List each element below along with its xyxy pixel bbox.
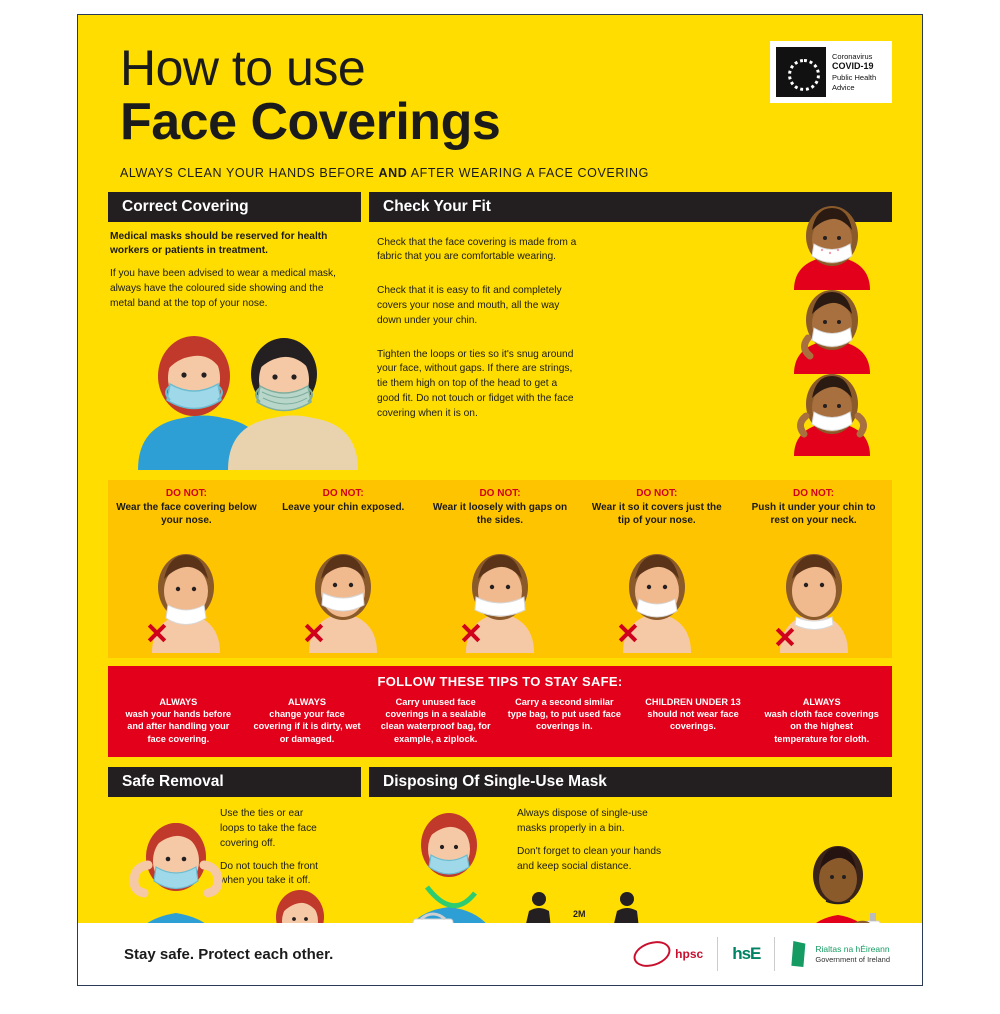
correct-covering-body (108, 222, 361, 312)
tip-caption: CHILDREN UNDER 13 (645, 696, 741, 707)
footer-logos (633, 937, 890, 971)
do-not-text: Wear it so it covers just the tip of your nose. (591, 501, 722, 526)
do-not-item (578, 488, 735, 658)
page-title-line2: Face Coverings (120, 93, 501, 151)
tip-item (114, 696, 243, 746)
illustration-check-fit (772, 198, 892, 463)
subtitle-pre: ALWAYS CLEAN YOUR HANDS BEFORE (120, 165, 379, 180)
tips-title: FOLLOW THESE TIPS TO STAY SAFE: (377, 673, 623, 689)
tip-text: Carry unused face coverings in a sealable clean waterproof bag, for example, a ziplock. (380, 696, 491, 744)
tip-caption: ALWAYS (802, 696, 841, 707)
poster-header (78, 15, 922, 180)
section-correct-covering (108, 192, 361, 470)
page-title-line1: How to use (120, 40, 366, 96)
safe-removal-heading: Safe Removal (108, 767, 361, 797)
tip-text: Carry a second similar type bag, to put used face coverings in. (507, 696, 622, 732)
tip-text: wash cloth face coverings on the highest temperature for cloth. (764, 708, 879, 744)
tip-item (371, 696, 500, 746)
subtitle-bold: AND (378, 165, 408, 180)
tip-text: should not wear face coverings. (647, 708, 739, 732)
do-not-label: DO NOT: (165, 487, 207, 499)
do-not-illustration-4 (607, 541, 707, 653)
do-not-label: DO NOT: (636, 487, 678, 499)
correct-covering-heading: Correct Covering (108, 192, 361, 222)
illustration-two-people-masked (108, 320, 361, 470)
coronavirus-icon (776, 47, 826, 97)
government-logo-text (815, 944, 890, 965)
safe-removal-p2: Do not touch the front when you take it off. (220, 860, 318, 887)
disposing-heading: Disposing Of Single-Use Mask (369, 767, 892, 797)
disposing-p2: Don't forget to clean your hands and keep social distance. (517, 845, 662, 872)
do-not-text: Wear the face covering below your nose. (116, 501, 257, 526)
correct-covering-p2: If you have been advised to wear a medical mask, always have the coloured side showing and the metal band at the top of your nose. (110, 268, 336, 309)
do-not-item (735, 488, 892, 658)
badge-text (832, 52, 876, 92)
footer-divider (717, 937, 718, 971)
do-not-text: Leave your chin exposed. (282, 501, 405, 513)
government-logo (789, 941, 890, 967)
check-fit-block-2: Check that it is easy to fit and completely covers your nose and mouth, all the way down under your chin. (369, 278, 587, 334)
distance-label: 2M (573, 909, 586, 920)
harp-icon (789, 941, 809, 967)
hse-logo: hsE (732, 944, 761, 963)
hpsc-ellipse-icon (630, 937, 674, 972)
do-not-label: DO NOT: (479, 487, 521, 499)
tip-text: change your face covering if it is dirty, wet or damaged. (253, 708, 361, 744)
gov-line2: Government of Ireland (815, 954, 890, 964)
do-not-item (265, 488, 422, 658)
do-not-item (108, 488, 265, 658)
tip-caption: ALWAYS (288, 696, 326, 707)
check-fit-block-1: Check that the face covering is made from a fabric that you are comfortable wearing. (369, 230, 587, 272)
do-not-illustration-1 (136, 541, 236, 653)
safe-removal-p1: Use the ties or ear loops to take the face covering off. (220, 808, 317, 849)
covid-advice-badge (770, 41, 892, 103)
tip-item (629, 696, 758, 746)
top-sections (108, 192, 892, 470)
tip-item (243, 696, 372, 746)
tip-text: wash your hands before and after handling your face covering. (125, 708, 232, 744)
tips-row (114, 696, 886, 746)
tip-caption: ALWAYS (159, 696, 198, 707)
correct-covering-p1: Medical masks should be reserved for health workers or patients in treatment. (110, 230, 328, 257)
disposing-p1: Always dispose of single-use masks properly in a bin. (517, 808, 648, 834)
tip-item (757, 696, 886, 746)
badge-line1: Coronavirus (832, 51, 873, 61)
do-not-item (422, 488, 579, 658)
tips-panel (108, 666, 892, 758)
do-not-illustration-2 (293, 541, 393, 653)
do-not-text: Push it under your chin to rest on your neck. (751, 501, 876, 526)
poster-footer (78, 923, 922, 985)
tip-item (500, 696, 629, 746)
poster-subtitle (120, 166, 880, 180)
subtitle-post: AFTER WEARING A FACE COVERING (407, 165, 650, 180)
poster (77, 14, 923, 986)
badge-line3: Public Health (832, 72, 877, 82)
gov-line1: Rialtas na hÉireann (815, 943, 890, 954)
check-fit-block-3: Tighten the loops or ties so it's snug around your face, without gaps. If there are strings, tie them high on top of the head to get a good fit. Do not touch or fidget with the face covering when it is on. (369, 342, 587, 428)
hpsc-logo-text: hpsc (675, 947, 704, 961)
do-not-label: DO NOT: (793, 487, 835, 499)
do-not-strip (108, 480, 892, 658)
masked-pair-svg (108, 320, 358, 470)
hpsc-logo (633, 942, 703, 966)
do-not-label: DO NOT: (322, 487, 364, 499)
check-your-fit-heading: Check Your Fit (369, 192, 892, 222)
badge-line4: Advice (832, 82, 855, 92)
do-not-text: Wear it loosely with gaps on the sides. (432, 501, 568, 526)
footer-divider (774, 937, 775, 971)
do-not-illustration-3 (450, 541, 550, 653)
do-not-illustration-5 (764, 541, 864, 653)
section-check-your-fit (369, 192, 892, 470)
badge-line2: COVID-19 (832, 61, 874, 72)
footer-tagline: Stay safe. Protect each other. (124, 945, 334, 963)
